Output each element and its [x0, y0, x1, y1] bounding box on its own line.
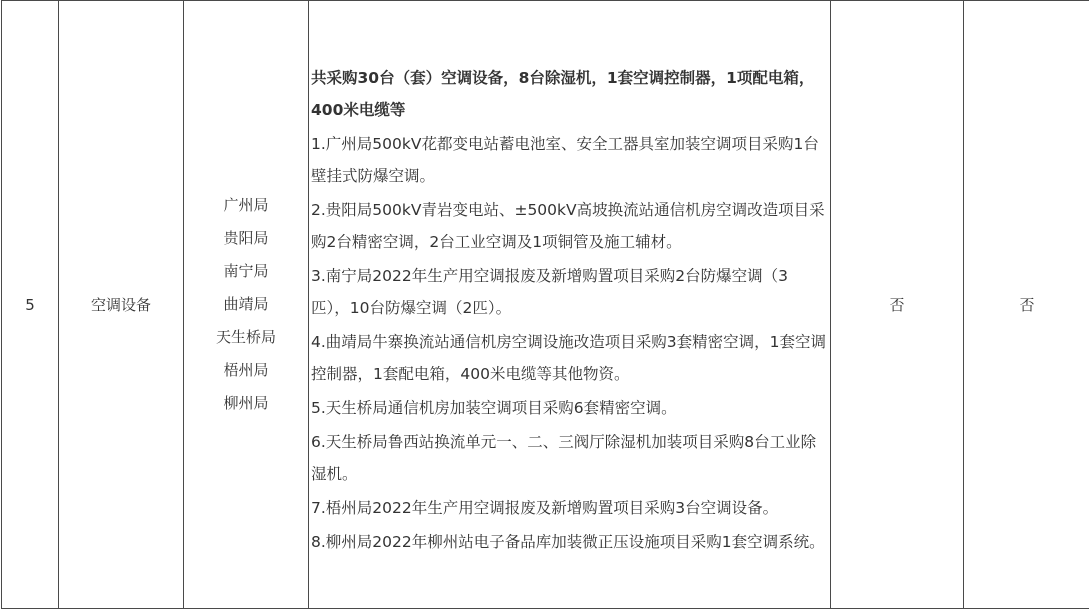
col5-cell	[831, 1, 964, 609]
detail-item-8: 8.柳州局2022年柳州站电子备品库加装微正压设施项目采购1套空调系统。	[311, 533, 825, 551]
table-row	[2, 1, 1089, 609]
unit-tianshengqiao: 天生桥局	[215, 328, 276, 346]
detail-item-4: 4.曲靖局牛寨换流站通信机房空调设施改造项目采购3套精密空调，1套空调控制器，1套配电箱，400米电缆等其他物资。	[311, 333, 827, 383]
unit-nanning: 南宁局	[223, 262, 269, 280]
col6-cell	[964, 1, 1089, 609]
detail-item-1: 1.广州局500kV花都变电站蓄电池室、安全工器具室加装空调项目采购1台壁挂式防爆空调。	[311, 135, 819, 185]
procurement-summary: 共采购30台（套）空调设备，8台除湿机，1套空调控制器，1项配电箱，400米电缆等	[311, 69, 815, 119]
units-cell	[184, 1, 309, 609]
unit-wuzhou: 梧州局	[223, 361, 269, 379]
procurement-table	[1, 0, 1089, 609]
detail-content	[309, 49, 830, 558]
detail-item-7: 7.梧州局2022年生产用空调报废及新增购置项目采购3台空调设备。	[311, 499, 779, 517]
row-index: 5	[25, 295, 35, 314]
units-list	[184, 189, 308, 420]
detail-item-3: 3.南宁局2022年生产用空调报废及新增购置项目采购2台防爆空调（3匹），10台防爆空调（2匹）。	[311, 267, 788, 317]
unit-guiyang: 贵阳局	[223, 229, 269, 247]
category-label: 空调设备	[90, 296, 151, 314]
category-cell	[59, 1, 184, 609]
unit-liuzhou: 柳州局	[223, 394, 269, 412]
detail-item-6: 6.天生桥局鲁西站换流单元一、二、三阀厅除湿机加装项目采购8台工业除湿机。	[311, 433, 817, 483]
unit-guangzhou: 广州局	[223, 196, 269, 214]
detail-cell	[309, 1, 831, 609]
unit-qujing: 曲靖局	[223, 295, 269, 313]
detail-item-2: 2.贵阳局500kV青岩变电站、±500kV高坡换流站通信机房空调改造项目采购2台精密空调，2台工业空调及1项铜管及施工辅材。	[311, 201, 825, 251]
row-index-cell	[2, 1, 59, 609]
detail-item-5: 5.天生桥局通信机房加装空调项目采购6套精密空调。	[311, 399, 677, 417]
col5-value: 否	[889, 296, 905, 314]
col6-value: 否	[1019, 296, 1035, 314]
